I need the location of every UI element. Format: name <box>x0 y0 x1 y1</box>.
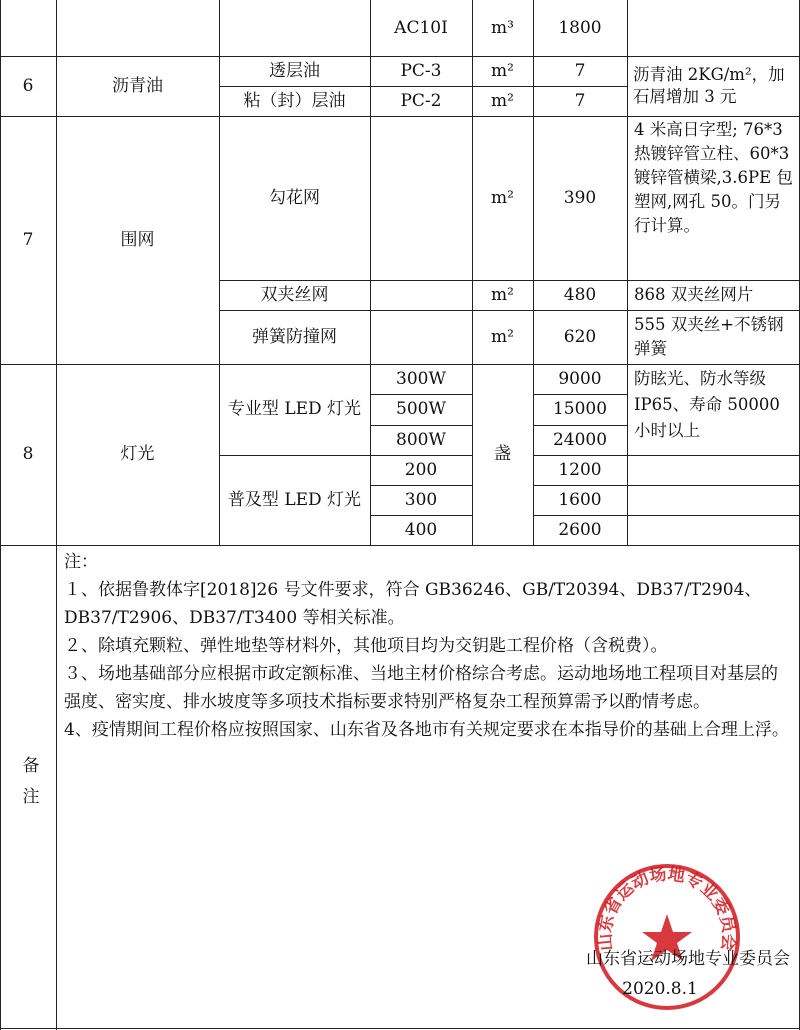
note-led: 防眩光、防水等级 IP65、寿命 50000 小时以上 <box>634 369 780 440</box>
row-name-8: 灯光 <box>120 444 155 465</box>
price: 1200 <box>558 459 602 480</box>
row-no-7: 7 <box>22 229 34 250</box>
price: 15000 <box>552 399 608 420</box>
note-chain-link: 4 米高日字型; 76*3 热镀锌管立柱、60*3 镀锌管横梁,3.6PE 包塑网,网孔 50。门另行计算。 <box>634 120 793 235</box>
sub-item: 粘（封）层油 <box>243 90 346 111</box>
unit: m² <box>491 90 514 111</box>
sub-item: 透层油 <box>269 60 320 81</box>
spec: PC-3 <box>400 60 442 81</box>
unit: m² <box>491 326 514 347</box>
sub-item: 勾花网 <box>269 187 320 208</box>
note: 555 双夹丝+不锈钢弹簧 <box>634 315 784 358</box>
price: 2600 <box>558 519 602 540</box>
remarks-line: ３、场地基础部分应根据市政定额标准、当地主材价格综合考虑。运动地场地工程项目对基层的强度、密实度、排水坡度等多项技术指标要求特别严格复杂工程预算需予以酌情考虑。 <box>64 664 778 712</box>
sub-item: 弹簧防撞网 <box>252 326 337 347</box>
spec: PC-2 <box>400 90 442 111</box>
unit: m² <box>491 284 514 305</box>
remarks-line: １、依据鲁教体字[2018]26 号文件要求，符合 GB36246、GB/T20394、DB37/T2904、DB37/T2906、DB37/T3400 等相关标准。 <box>64 580 762 628</box>
price: 7 <box>574 60 586 81</box>
sign-date: 2020.8.1 <box>622 978 698 999</box>
price-ac10i: 1800 <box>558 17 602 38</box>
row-no-6: 6 <box>22 75 34 96</box>
price: 24000 <box>552 429 608 450</box>
unit-lamp: 盏 <box>494 444 511 465</box>
price: 620 <box>563 326 597 347</box>
spec-watt: 500W <box>396 399 446 420</box>
remarks-line: 注： <box>64 552 98 572</box>
led-pro-label: 专业型 LED 灯光 <box>227 399 362 420</box>
note-asphalt: 沥青油 2KG/m²，加石屑增加 3 元 <box>633 64 785 106</box>
svg-text:山东省运动场地专业委员会: 山东省运动场地专业委员会 <box>595 864 739 952</box>
signature: 山东省运动场地专业委员会 <box>586 948 790 969</box>
unit-ac10i: m³ <box>491 17 514 38</box>
spec-watt: 400 <box>404 519 438 540</box>
spec-watt: 800W <box>396 429 446 450</box>
remarks-label: 备注 <box>18 755 39 818</box>
price: 1600 <box>558 489 602 510</box>
spec-watt: 300 <box>404 489 438 510</box>
row-name-6: 沥青油 <box>112 75 163 96</box>
row-no-8: 8 <box>22 444 34 465</box>
price: 9000 <box>558 368 602 389</box>
price: 480 <box>563 284 597 305</box>
unit: m² <box>491 187 514 208</box>
price: 7 <box>574 90 586 111</box>
sub-item: 双夹丝网 <box>260 284 329 305</box>
remarks-text <box>64 548 794 744</box>
spec-watt: 300W <box>396 368 446 389</box>
unit: m² <box>491 60 514 81</box>
price: 390 <box>563 187 597 208</box>
spec-ac10i: AC10I <box>394 17 448 38</box>
led-std-label: 普及型 LED 灯光 <box>227 489 362 510</box>
row-name-7: 围网 <box>120 229 155 250</box>
remarks-line: ２、除填充颗粒、弹性地垫等材料外，其他项目均为交钥匙工程价格（含税费）。 <box>64 636 668 656</box>
note: 868 双夹丝网片 <box>634 284 754 304</box>
remarks-line: 4、疫情期间工程价格应按照国家、山东省及各地市有关规定要求在本指导价的基础上合理上浮。 <box>64 720 789 740</box>
spec-watt: 200 <box>404 459 438 480</box>
